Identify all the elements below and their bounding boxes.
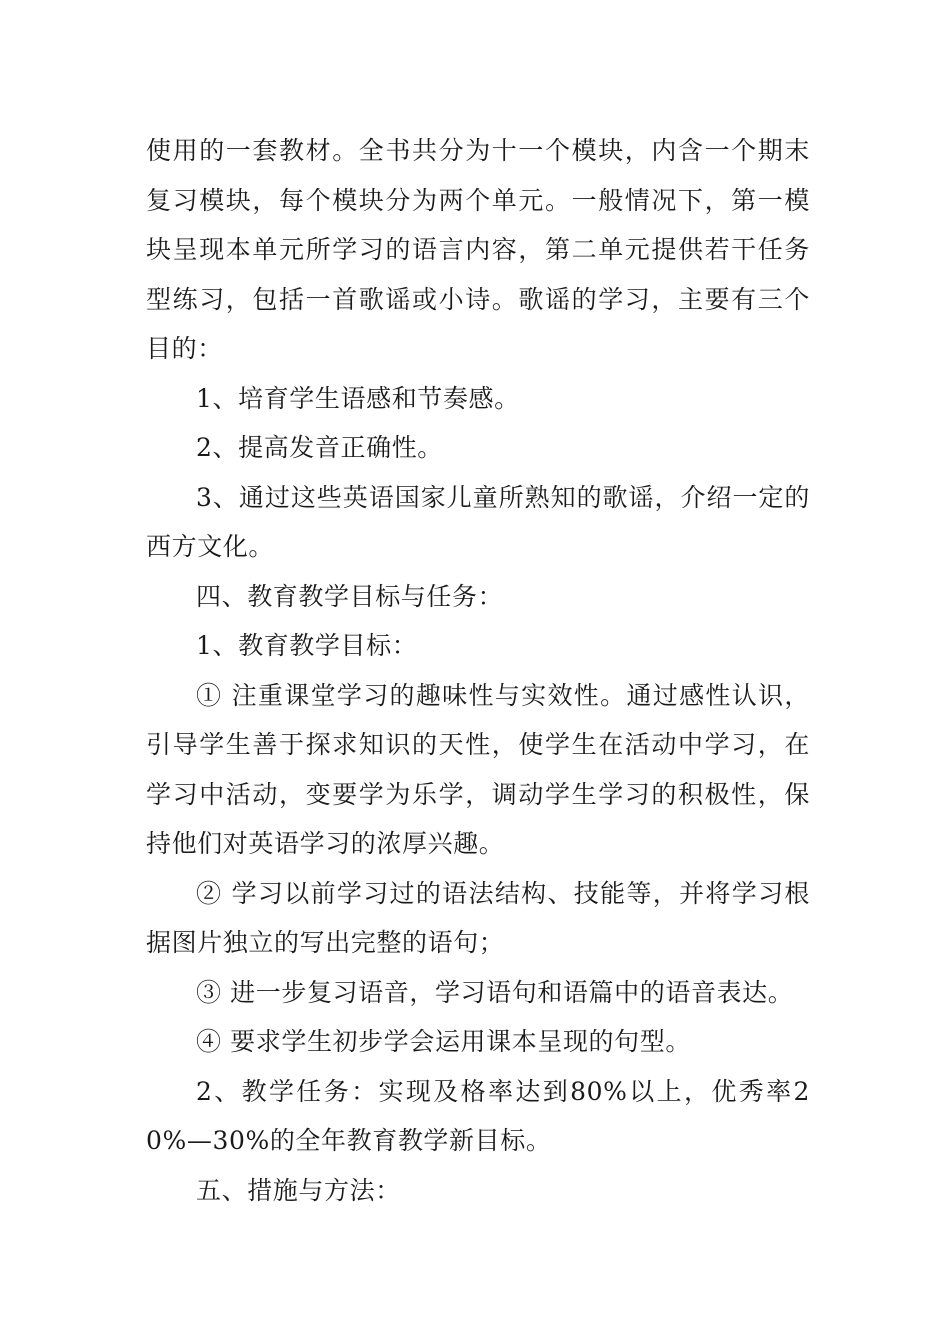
list-item-circled-4: ④ 要求学生初步学会运用课本呈现的句型。 bbox=[196, 1027, 691, 1056]
list-item-goal-3: 3、通过这些英语国家儿童所熟知的歌谣，介绍一定的西方文化。 bbox=[146, 482, 810, 561]
subheading-teaching-goals: 1、教育教学目标： bbox=[196, 631, 418, 660]
list-item-goal-1: 1、培育学生语感和节奏感。 bbox=[196, 383, 520, 413]
document-body bbox=[146, 126, 810, 1215]
list-item-circled-2: ② 学习以前学习过的语法结构、技能等，并将学习根据图片独立的写出完整的语句； bbox=[146, 878, 810, 957]
list-item-circled-3: ③ 进一步复习语音，学习语句和语篇中的语音表达。 bbox=[196, 977, 794, 1007]
paragraph-intro: 使用的一套教材。全书共分为十一个模块，内含一个期末复习模块，每个模块分为两个单元。一般情况下，第一模块呈现本单元所学习的语言内容，第二单元提供若干任务型练习，包括一首歌谣或小诗。歌谣的学习，主要有三个目的： bbox=[146, 136, 810, 363]
section-heading-5: 五、措施与方法： bbox=[196, 1175, 401, 1205]
section-heading-4: 四、教育教学目标与任务： bbox=[196, 581, 504, 611]
list-item-circled-1: ① 注重课堂学习的趣味性与实效性。通过感性认识，引导学生善于探求知识的天性，使学生在活动中学习，在学习中活动，变要学为乐学，调动学生学习的积极性，保持他们对英语学习的浓厚兴趣。 bbox=[146, 680, 810, 858]
paragraph-teaching-tasks: 2、教学任务：实现及格率达到80%以上，优秀率20%—30%的全年教育教学新目标。 bbox=[146, 1076, 810, 1155]
list-item-goal-2: 2、提高发音正确性。 bbox=[196, 433, 443, 462]
